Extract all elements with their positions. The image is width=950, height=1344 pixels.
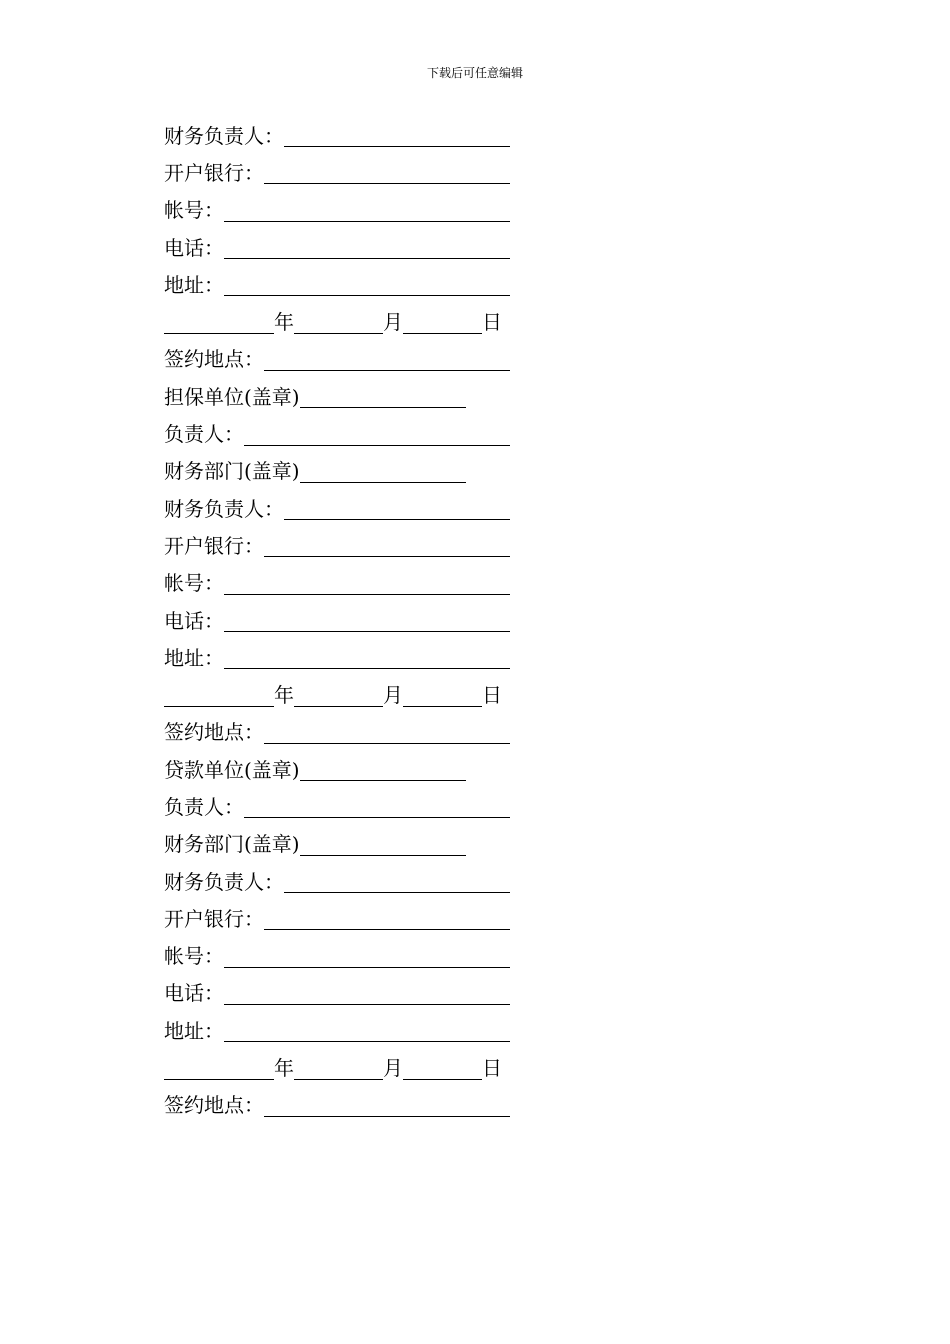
finance-dept-label: 财务部门(盖章) — [164, 459, 300, 484]
finance-head-blank[interactable] — [284, 126, 510, 147]
year-blank[interactable] — [164, 1059, 274, 1080]
date-row — [164, 676, 510, 713]
day-blank[interactable] — [403, 313, 482, 334]
finance-dept-row — [164, 453, 510, 490]
sign-place-label: 签约地点： — [164, 1093, 264, 1118]
finance-head-row — [164, 490, 510, 527]
guarantor-row — [164, 378, 510, 415]
bank-label: 开户银行： — [164, 906, 264, 931]
bank-row — [164, 900, 510, 937]
responsible-row — [164, 415, 510, 452]
bank-blank[interactable] — [264, 909, 510, 930]
account-label: 帐号： — [164, 571, 224, 596]
phone-row — [164, 229, 510, 266]
finance-dept-row — [164, 826, 510, 863]
day-label: 日 — [482, 310, 502, 335]
phone-row — [164, 602, 510, 639]
year-blank[interactable] — [164, 313, 274, 334]
account-blank[interactable] — [224, 947, 510, 968]
month-label: 月 — [383, 1056, 403, 1081]
day-label: 日 — [482, 1056, 502, 1081]
finance-dept-blank[interactable] — [300, 835, 466, 856]
page-header-note: 下载后可任意编辑 — [426, 66, 523, 80]
finance-head-blank[interactable] — [284, 499, 510, 520]
month-blank[interactable] — [294, 313, 383, 334]
bank-blank[interactable] — [264, 536, 510, 557]
responsible-blank[interactable] — [244, 797, 510, 818]
sign-place-row — [164, 341, 510, 378]
sign-place-row — [164, 1087, 510, 1124]
date-row — [164, 1049, 510, 1086]
account-row — [164, 565, 510, 602]
month-label: 月 — [383, 310, 403, 335]
address-label: 地址： — [164, 645, 224, 670]
account-row — [164, 192, 510, 229]
finance-head-label: 财务负责人： — [164, 496, 284, 521]
sign-place-blank[interactable] — [264, 1096, 510, 1117]
address-blank[interactable] — [224, 275, 510, 296]
phone-blank[interactable] — [224, 611, 510, 632]
finance-head-label: 财务负责人： — [164, 123, 284, 148]
sign-place-row — [164, 714, 510, 751]
account-blank[interactable] — [224, 574, 510, 595]
responsible-label: 负责人： — [164, 422, 244, 447]
lender-row — [164, 751, 510, 788]
finance-dept-blank[interactable] — [300, 462, 466, 483]
signature-form — [164, 117, 510, 1124]
sign-place-blank[interactable] — [264, 723, 510, 744]
year-label: 年 — [274, 683, 294, 708]
account-label: 帐号： — [164, 198, 224, 223]
responsible-row — [164, 788, 510, 825]
address-blank[interactable] — [224, 648, 510, 669]
address-row — [164, 1012, 510, 1049]
bank-row — [164, 154, 510, 191]
guarantor-blank[interactable] — [300, 387, 466, 408]
guarantor-label: 担保单位(盖章) — [164, 384, 300, 409]
responsible-blank[interactable] — [244, 425, 510, 446]
responsible-label: 负责人： — [164, 794, 244, 819]
phone-row — [164, 975, 510, 1012]
year-blank[interactable] — [164, 686, 274, 707]
year-label: 年 — [274, 310, 294, 335]
finance-dept-label: 财务部门(盖章) — [164, 832, 300, 857]
finance-head-blank[interactable] — [284, 872, 510, 893]
lender-label: 贷款单位(盖章) — [164, 757, 300, 782]
finance-head-row — [164, 117, 510, 154]
day-label: 日 — [482, 683, 502, 708]
year-label: 年 — [274, 1056, 294, 1081]
finance-head-row — [164, 863, 510, 900]
day-blank[interactable] — [403, 1059, 482, 1080]
sign-place-label: 签约地点： — [164, 347, 264, 372]
address-label: 地址： — [164, 272, 224, 297]
phone-label: 电话： — [164, 608, 224, 633]
phone-blank[interactable] — [224, 238, 510, 259]
month-blank[interactable] — [294, 686, 383, 707]
account-label: 帐号： — [164, 944, 224, 969]
date-row — [164, 303, 510, 340]
finance-head-label: 财务负责人： — [164, 869, 284, 894]
sign-place-blank[interactable] — [264, 350, 510, 371]
sign-place-label: 签约地点： — [164, 720, 264, 745]
bank-row — [164, 527, 510, 564]
bank-label: 开户银行： — [164, 533, 264, 558]
month-blank[interactable] — [294, 1059, 383, 1080]
address-row — [164, 639, 510, 676]
address-label: 地址： — [164, 1018, 224, 1043]
day-blank[interactable] — [403, 686, 482, 707]
phone-blank[interactable] — [224, 984, 510, 1005]
account-blank[interactable] — [224, 201, 510, 222]
lender-blank[interactable] — [300, 760, 466, 781]
phone-label: 电话： — [164, 235, 224, 260]
phone-label: 电话： — [164, 981, 224, 1006]
address-row — [164, 266, 510, 303]
account-row — [164, 938, 510, 975]
address-blank[interactable] — [224, 1021, 510, 1042]
bank-label: 开户银行： — [164, 160, 264, 185]
month-label: 月 — [383, 683, 403, 708]
bank-blank[interactable] — [264, 163, 510, 184]
